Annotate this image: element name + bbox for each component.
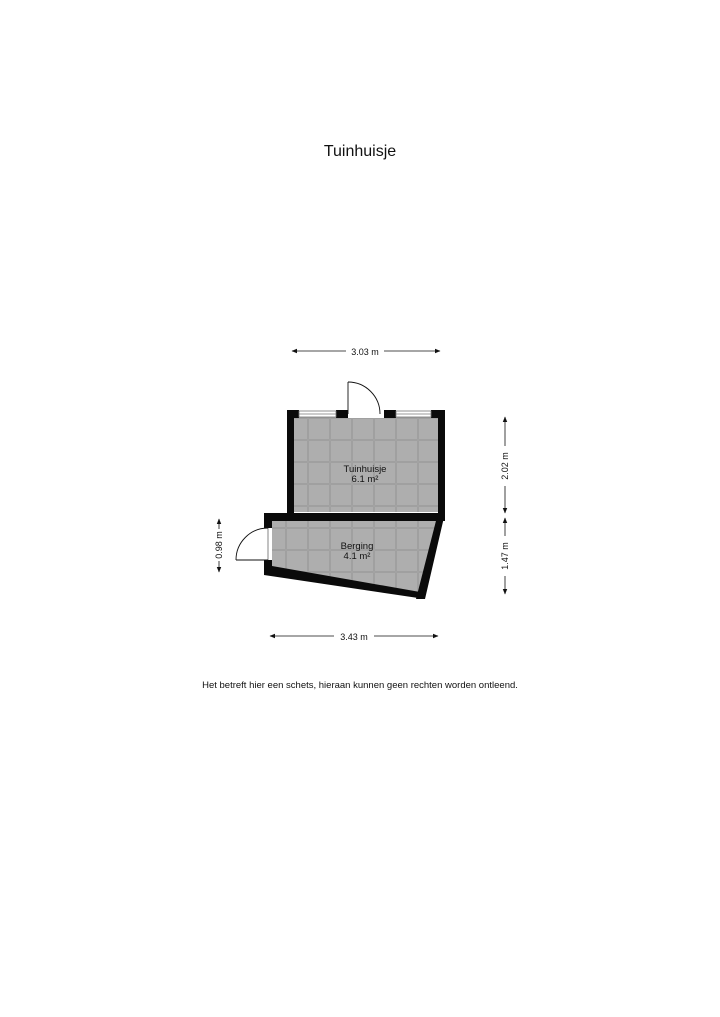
dimension-bottom-width-label: 3.43 m [340,632,368,642]
room-berging-area: 4.1 m² [343,551,371,562]
door-berging [236,528,272,560]
plan-title: Tuinhuisje [323,143,397,160]
room-berging-name: Berging [340,541,374,552]
dimension-left-height [214,519,224,572]
dimension-left-height-label: 0.98 m [214,531,224,559]
dimension-right-lower-label: 1.47 m [500,542,510,570]
room-tuinhuisje-area: 6.1 m² [351,474,379,485]
disclaimer-text: Het betreft hier een schets, hieraan kunnen geen rechten worden ontleend. [202,680,518,691]
dimension-top-width-label: 3.03 m [351,347,379,357]
room-tuinhuisje-name: Tuinhuisje [343,464,387,475]
dimension-right-upper [500,417,510,513]
dimension-bottom-width [270,632,438,642]
dimension-right-upper-label: 2.02 m [500,452,510,480]
dimension-top-width [292,347,440,357]
door-tuinhuisje [348,382,384,418]
dimension-right-lower [500,518,510,594]
